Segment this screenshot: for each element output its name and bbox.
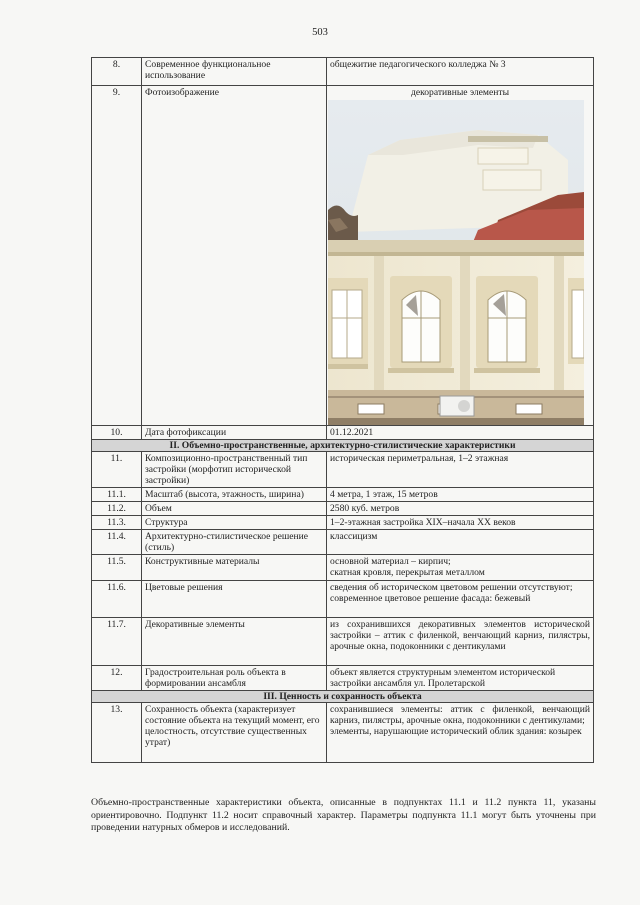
row-number: 10. bbox=[92, 426, 142, 440]
table-row bbox=[92, 516, 594, 530]
table-row bbox=[92, 86, 594, 426]
row-value: сведения об историческом цветовом решении отсутствуют; современное цветовое решение фасада: бежевый bbox=[327, 581, 594, 618]
row-value: сохранившиеся элементы: аттик с филенкой, венчающий карниз, пилястры, арочные окна, подоконники с дентикулами; элементы, нарушающие исторический облик здания: козырек bbox=[327, 703, 594, 763]
table-row bbox=[92, 581, 594, 618]
table-row bbox=[92, 502, 594, 516]
row-name: Конструктивные материалы bbox=[142, 555, 327, 581]
table-row bbox=[92, 703, 594, 763]
table-row bbox=[92, 618, 594, 666]
building-photo bbox=[328, 100, 584, 425]
table-row bbox=[92, 58, 594, 86]
photo-caption: декоративные элементы bbox=[410, 87, 510, 98]
row-name: Декоративные элементы bbox=[142, 618, 327, 666]
footnote-text: Объемно-пространственные характеристики объекта, описанные в подпунктах 11.1 и 11.2 пункта 11, указаны ориентировочно. Подпункт 11.2 носит справочный характер. Параметры подпункта 11.1 могут быть уточнены при проведении натурных обмеров и исследований. bbox=[91, 797, 596, 833]
row-value: основной материал – кирпич; скатная кровля, перекрытая металлом bbox=[327, 555, 594, 581]
section-header bbox=[92, 691, 594, 703]
section-title: III. Ценность и сохранность объекта bbox=[92, 691, 594, 703]
row-name: Фотоизображение bbox=[142, 86, 327, 426]
table-row bbox=[92, 426, 594, 440]
row-value: 1–2-этажная застройка XIX–начала XX веков bbox=[327, 516, 594, 530]
row-value: из сохранившихся декоративных элементов исторической застройки – аттик с филенкой, венчающий карниз, пилястры, арочные окна, подоконники с дентикулами bbox=[327, 618, 594, 666]
row-number: 11.4. bbox=[92, 530, 142, 555]
row-number: 11.2. bbox=[92, 502, 142, 516]
section-header bbox=[92, 440, 594, 452]
row-name: Объем bbox=[142, 502, 327, 516]
table-row bbox=[92, 530, 594, 555]
section-title: II. Объемно-пространственные, архитектурно-стилистические характеристики bbox=[92, 440, 594, 452]
row-value: классицизм bbox=[327, 530, 594, 555]
row-number: 11.5. bbox=[92, 555, 142, 581]
row-name: Структура bbox=[142, 516, 327, 530]
row-value: общежитие педагогического колледжа № 3 bbox=[327, 58, 594, 86]
row-name: Архитектурно-стилистическое решение (стиль) bbox=[142, 530, 327, 555]
row-number: 11.7. bbox=[92, 618, 142, 666]
row-value: объект является структурным элементом исторической застройки ансамбля ул. Пролетарской bbox=[327, 666, 594, 691]
row-value: 01.12.2021 bbox=[327, 426, 594, 440]
table-row bbox=[92, 666, 594, 691]
row-name: Современное функциональное использование bbox=[142, 58, 327, 86]
row-number: 11.1. bbox=[92, 488, 142, 502]
row-number: 9. bbox=[92, 86, 142, 426]
row-name: Градостроительная роль объекта в формировании ансамбля bbox=[142, 666, 327, 691]
photo-cell bbox=[327, 86, 594, 426]
table-row bbox=[92, 555, 594, 581]
table-row bbox=[92, 452, 594, 488]
row-value: 2580 куб. метров bbox=[327, 502, 594, 516]
row-number: 8. bbox=[92, 58, 142, 86]
row-number: 11.3. bbox=[92, 516, 142, 530]
row-name: Масштаб (высота, этажность, ширина) bbox=[142, 488, 327, 502]
table-row bbox=[92, 488, 594, 502]
row-name: Композиционно-пространственный тип застройки (морфотип исторической застройки) bbox=[142, 452, 327, 488]
row-name: Цветовые решения bbox=[142, 581, 327, 618]
footnote bbox=[91, 797, 596, 835]
row-name: Дата фотофиксации bbox=[142, 426, 327, 440]
row-number: 13. bbox=[92, 703, 142, 763]
page-number: 503 bbox=[312, 27, 328, 38]
row-name: Сохранность объекта (характеризует состояние объекта на текущий момент, его целостность, отсутствие существенных утрат) bbox=[142, 703, 327, 763]
row-value: 4 метра, 1 этаж, 15 метров bbox=[327, 488, 594, 502]
row-number: 11. bbox=[92, 452, 142, 488]
row-number: 12. bbox=[92, 666, 142, 691]
registry-table bbox=[91, 57, 594, 763]
row-value: историческая периметральная, 1–2 этажная bbox=[327, 452, 594, 488]
row-number: 11.6. bbox=[92, 581, 142, 618]
